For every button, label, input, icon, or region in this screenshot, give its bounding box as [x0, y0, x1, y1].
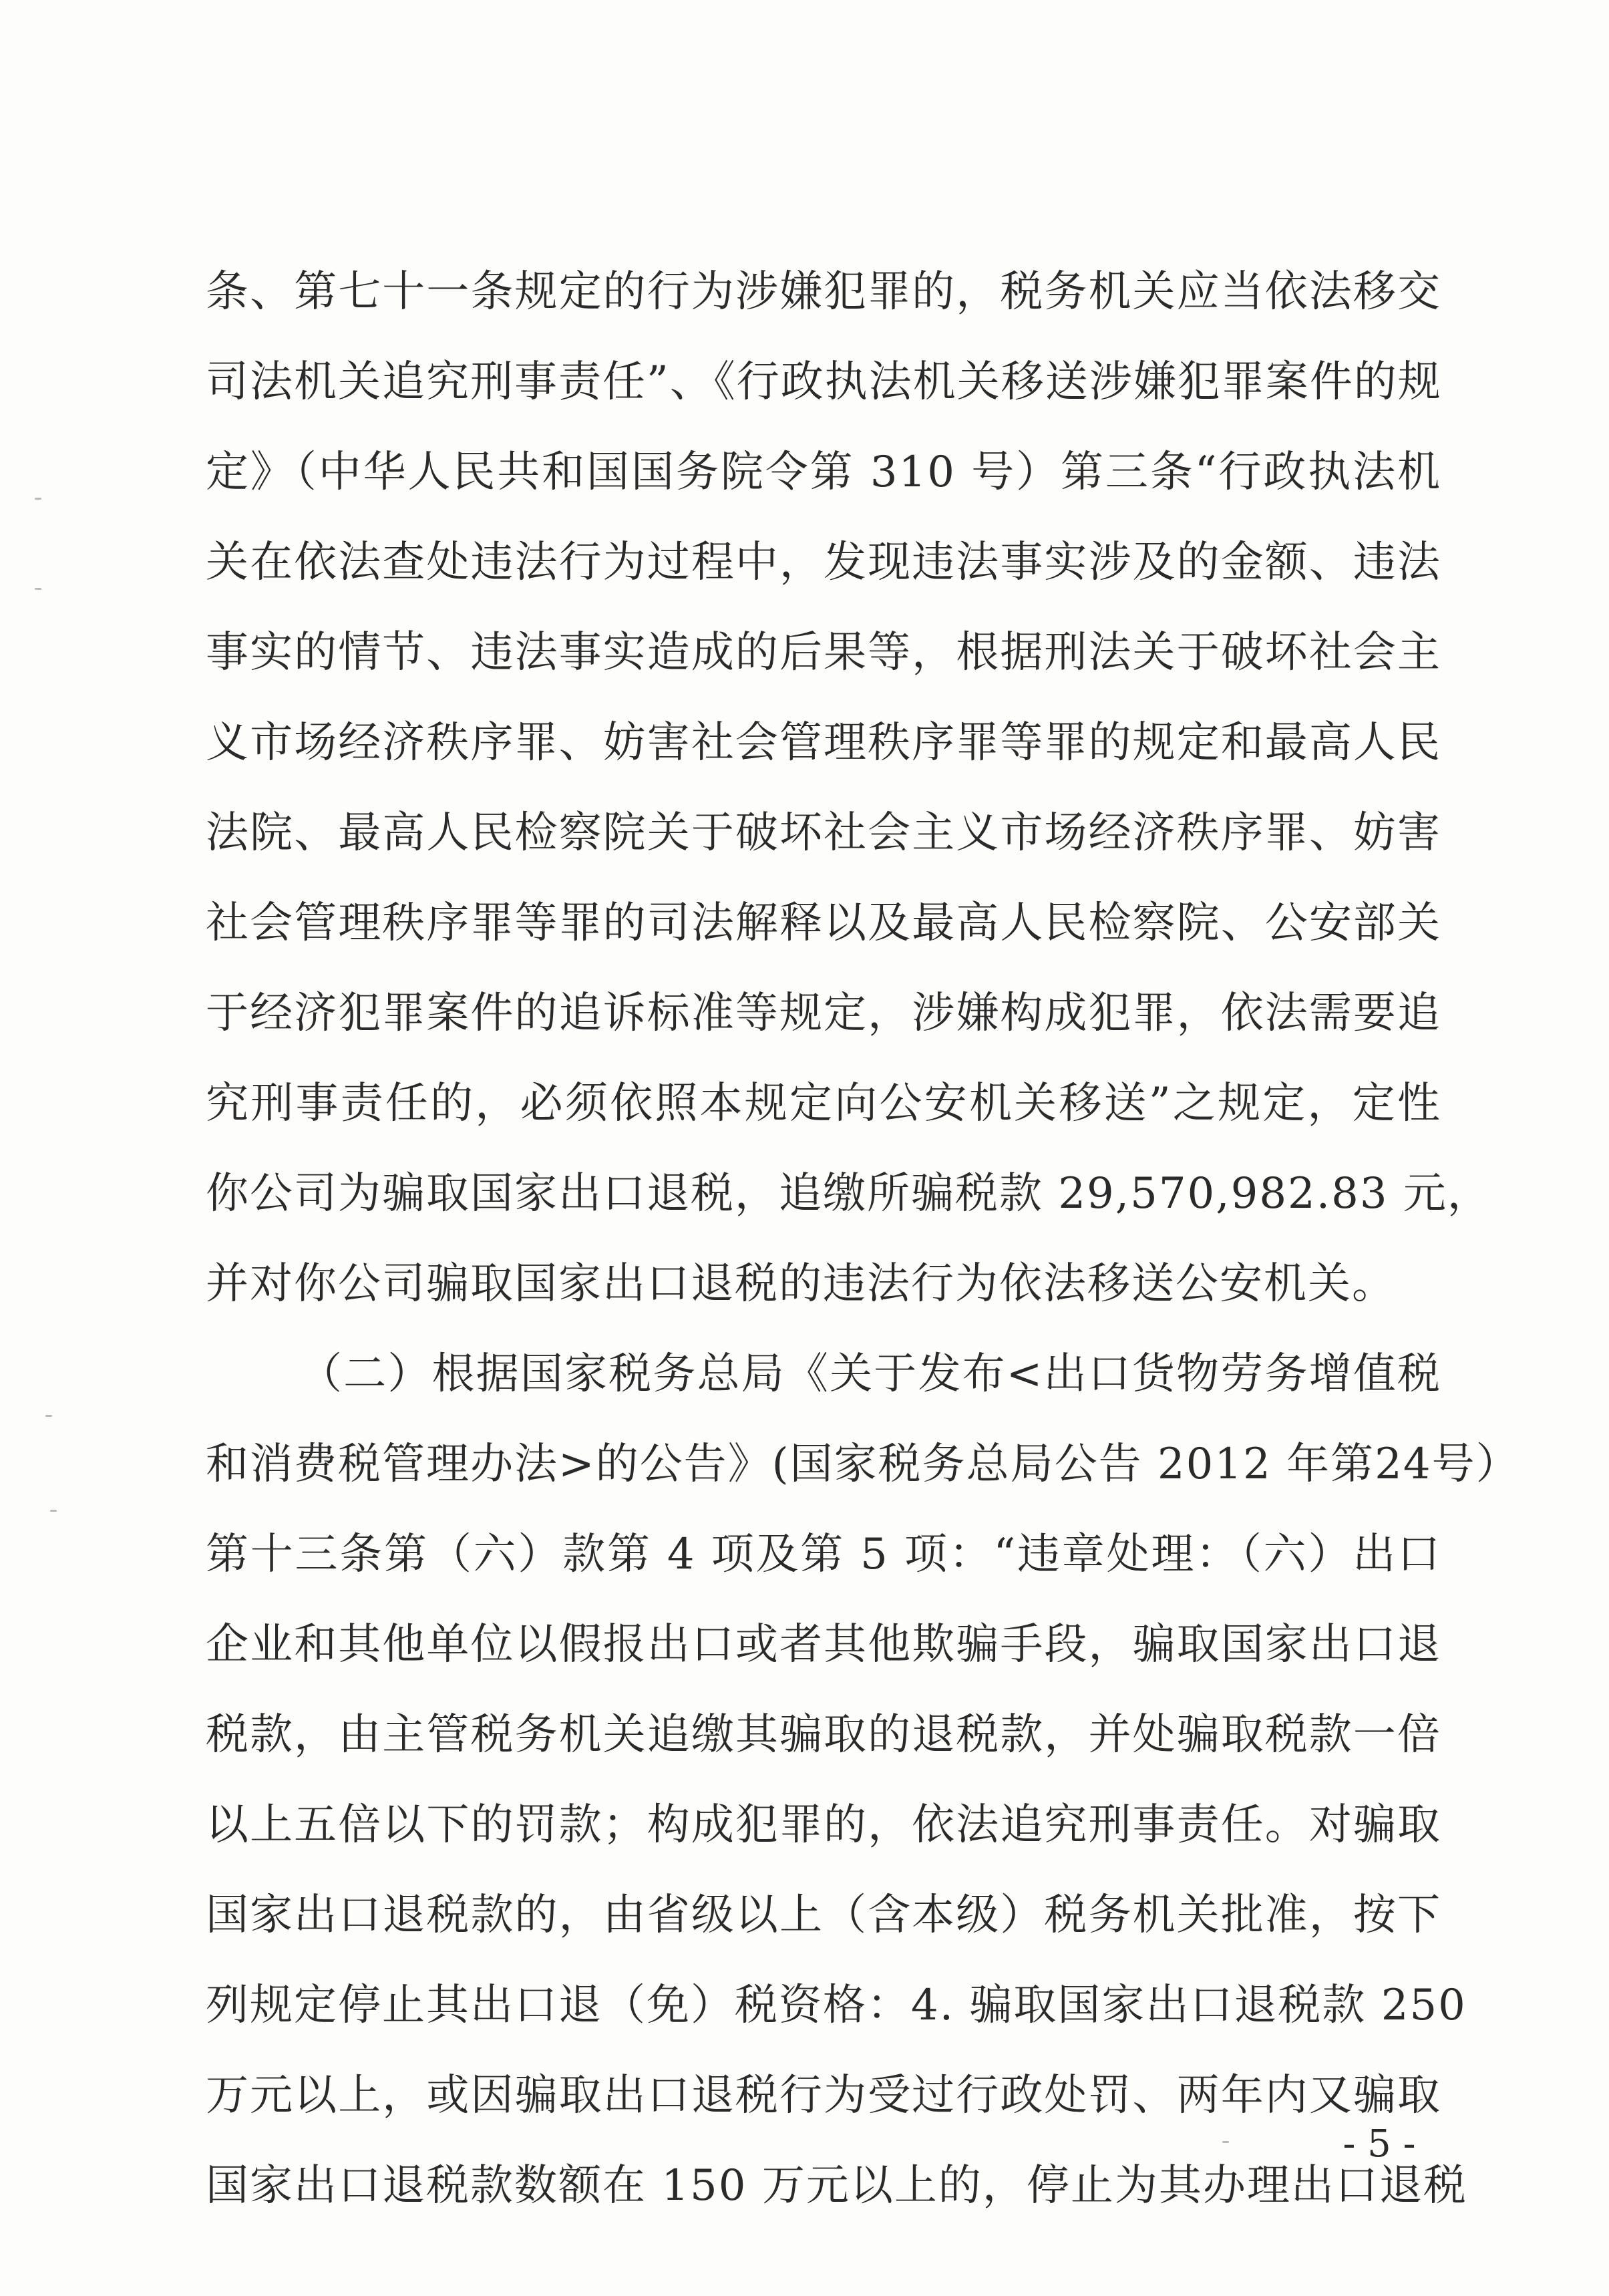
text-line: 于经济犯罪案件的追诉标准等规定，涉嫌构成犯罪，依法需要追: [206, 989, 1441, 1038]
text-line: 列规定停止其出口退（免）税资格：4. 骗取国家出口退税款 250: [206, 1981, 1467, 2030]
text-line: 万元以上，或因骗取出口退税行为受过行政处罚、两年内又骗取: [206, 2071, 1441, 2120]
scan-speck: [50, 1510, 57, 1512]
scan-speck: [35, 588, 41, 590]
text-line: 第十三条第（六）款第 4 项及第 5 项：“违章处理：（六）出口: [206, 1530, 1441, 1579]
text-line: 和消费税管理办法>的公告》(国家税务总局公告 2012 年第24号）: [206, 1440, 1520, 1489]
text-line: 税款，由主管税务机关追缴其骗取的退税款，并处骗取税款一倍: [206, 1710, 1441, 1760]
text-line: 司法机关追究刑事责任”、《行政执法机关移送涉嫌犯罪案件的规: [206, 357, 1442, 407]
text-line: 以上五倍以下的罚款；构成犯罪的，依法追究刑事责任。对骗取: [206, 1800, 1441, 1850]
text-line: 条、第七十一条规定的行为涉嫌犯罪的，税务机关应当依法移交: [206, 267, 1441, 317]
text-line: 定》（中华人民共和国国务院令第 310 号）第三条“行政执法机: [206, 448, 1441, 497]
text-line: （二）根据国家税务总局《关于发布<出口货物劳务增值税: [299, 1349, 1441, 1399]
text-line: 社会管理秩序罪等罪的司法解释以及最高人民检察院、公安部关: [206, 898, 1441, 948]
body-text: [206, 247, 1520, 2231]
page-number: - 5 -: [1343, 2122, 1416, 2166]
scan-speck: [45, 1415, 52, 1417]
text-line: 法院、最高人民检察院关于破坏社会主义市场经济秩序罪、妨害: [206, 808, 1441, 858]
text-line: 企业和其他单位以假报出口或者其他欺骗手段，骗取国家出口退: [206, 1620, 1441, 1669]
text-line: 究刑事责任的，必须依照本规定向公安机关移送”之规定，定性: [206, 1079, 1441, 1128]
text-line: 你公司为骗取国家出口退税，追缴所骗税款 29,570,982.83 元，: [206, 1169, 1491, 1218]
scan-speck: [35, 498, 41, 500]
text-line: 义市场经济秩序罪、妨害社会管理秩序罪等罪的规定和最高人民: [206, 718, 1441, 768]
text-line: 国家出口退税款的，由省级以上（含本级）税务机关批准，按下: [206, 1891, 1441, 1940]
text-line: 并对你公司骗取国家出口退税的违法行为依法移送公安机关。: [206, 1259, 1396, 1309]
text-line: 国家出口退税款数额在 150 万元以上的，停止为其办理出口退税: [206, 2161, 1467, 2210]
text-line: 事实的情节、违法事实造成的后果等，根据刑法关于破坏社会主: [206, 628, 1441, 677]
text-line: 关在依法查处违法行为过程中，发现违法事实涉及的金额、违法: [206, 538, 1441, 587]
